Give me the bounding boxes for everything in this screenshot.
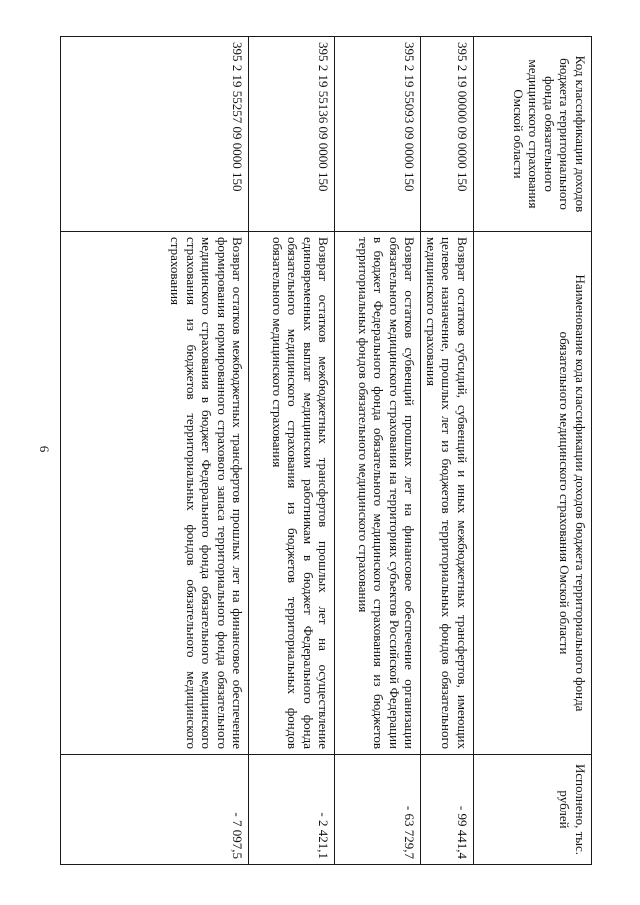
budget-income-table [61,36,593,865]
row-name: Возврат остатков межбюджетных трансфертов прошлых лет на осуществление единовременных выплат медицинским работникам в бюджет Федерального фонда обязательного медицинского страхования из бюджетов территориальных фондов обязательного медицинского страхования [249,232,335,755]
row-amount: - 99 441,4 [421,755,474,865]
table-row [249,37,335,865]
header-code: Код классификации доходов бюджета территориального фонда обязательного медицинского страхования Омской области [474,37,592,232]
row-code: 395 2 19 55093 09 0000 150 [335,37,421,232]
row-name: Возврат остатков субсидий, субвенций и иных межбюджетных трансфертов, имеющих целевое назначение, прошлых лет из бюджетов территориальных фондов обязательного медицинского страхования [421,232,474,755]
table-row [335,37,421,865]
row-amount: - 2 421,1 [249,755,335,865]
header-amount: Исполнено, тыс. рублей [474,755,592,865]
table-row [421,37,474,865]
table-row [61,37,249,865]
row-name: Возврат остатков субвенций прошлых лет на финансовое обеспечение организации обязательного медицинского страхования на территориях субъектов Российской Федерации в бюджет Федерального фонда обязательного медицинского страхования из бюджетов территориальных фондов обязательного медицинского страхования [335,232,421,755]
row-amount: - 63 729,7 [335,755,421,865]
header-name: Наименование кода классификации доходов бюджета территориального фонда обязательного медицинского страхования Омской области [474,232,592,755]
row-amount: - 7 097,5 [61,755,249,865]
row-code: 395 2 19 55257 09 0000 150 [61,37,249,232]
table-header-row [474,37,592,865]
page-number: 6 [37,445,52,453]
rotated-table-sheet [64,36,592,864]
row-code: 395 2 19 55136 09 0000 150 [249,37,335,232]
row-name: Возврат остатков межбюджетных трансфертов прошлых лет на финансовое обеспечение формирования нормированного страхового запаса территориального фонда обязательного медицинского страхования в бюджет Федерального фонда обязательного медицинского страхования из бюджетов территориальных фондов обязательного медицинского страхования [61,232,249,755]
row-code: 395 2 19 00000 09 0000 150 [421,37,474,232]
